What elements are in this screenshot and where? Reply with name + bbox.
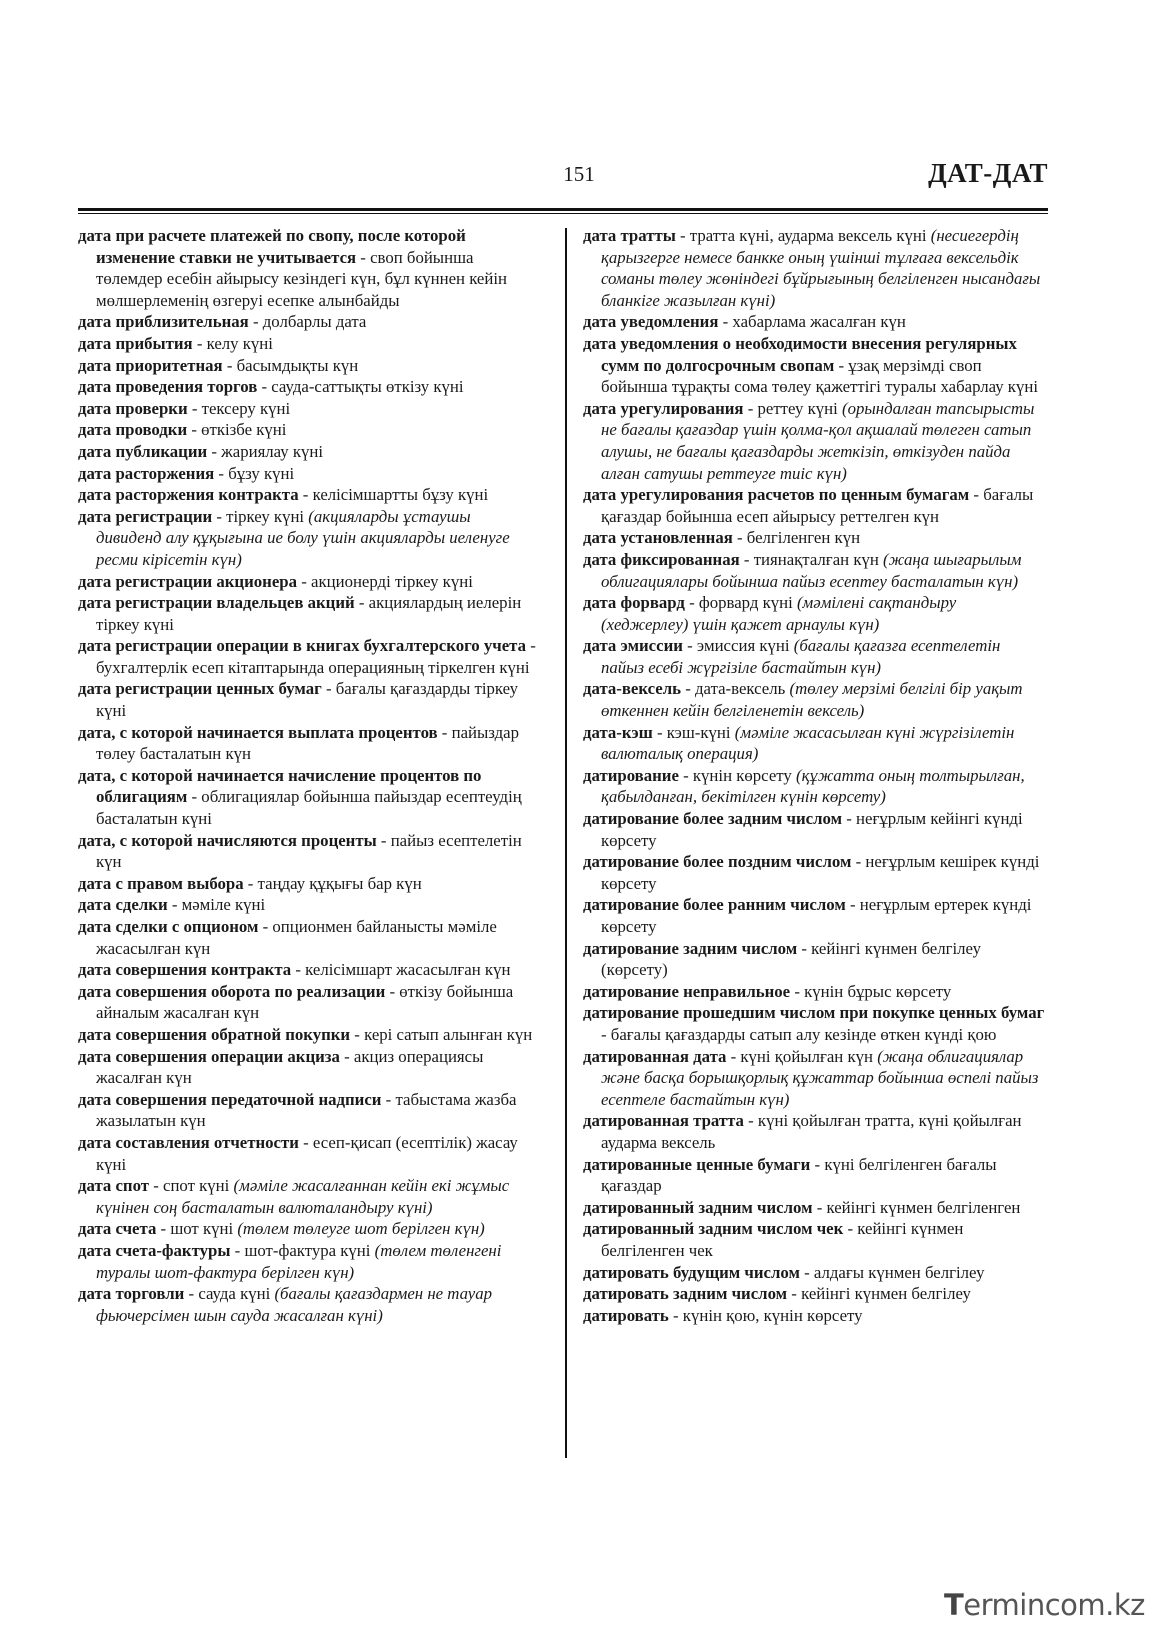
entry-translation: бағалы қағаздар бойынша есеп айырысу реттелген күн [601,485,1034,526]
entry-separator: - [682,636,697,656]
entry-translation: бұзу күні [228,463,295,483]
entry-separator: - [437,722,452,742]
entry-translation: күні қойылған тратта, күні қойылған аударма вексель [601,1111,1022,1152]
dictionary-entry [78,765,540,830]
entry-separator: - [834,355,849,375]
entry-term: дата при расчете платежей по свопу, после которой изменение ставки не учитывается [78,226,466,267]
entry-separator: - [843,1219,858,1239]
dictionary-entry [583,981,1046,1003]
entry-separator: - [187,420,202,440]
entry-term: дата совершения контракта [78,960,292,980]
entry-translation: келу күні [206,333,273,353]
entry-translation: акционерді тіркеу күні [311,571,473,591]
entry-note: (бағалы қағаздармен не тауар фьючерсімен шын сауда жасалған күні) [96,1284,493,1325]
entry-note: (төлем төленгені туралы шот-фактура берілген күн) [96,1240,502,1282]
entry-separator: - [212,506,227,526]
entry-translation: сауда күні [198,1284,275,1304]
entry-separator: - [339,1046,354,1066]
dictionary-entry [583,851,1046,894]
dictionary-entry [78,1046,540,1089]
dictionary-entry [583,311,1046,333]
entry-translation: акциялардың иелерін тіркеу күні [96,593,522,634]
entry-note: (төлем төлеуге шот берілген күн) [237,1219,485,1239]
entry-note: (мәміле жасасылған күні жүргізілетін валюталық операция) [601,722,1015,764]
entry-translation: неғұрлым ертерек күнді көрсету [601,895,1032,936]
entry-translation: басымдықты күн [236,355,359,375]
entry-note: (мәмілені сақтандыру (хеджерлеу) үшін қажет арнаулы күн) [601,593,957,634]
entry-term: датировать задним числом [583,1284,788,1304]
entry-separator: - [681,679,696,699]
entry-translation: облигациялар бойынша пайыздар есептеудің басталатын күні [96,787,522,829]
entry-term: дата спот [78,1176,150,1196]
entry-separator: - [156,1219,171,1239]
entry-translation: бағалы қағаздарды сатып алу кезінде өткен күнді қою [610,1024,997,1044]
dictionary-entry [583,808,1046,851]
dictionary-entry [583,527,1046,549]
entry-note: (жаңа облигациялар және басқа борышқорлық құжаттар бойынша өспелі пайыз есептеле бастайтын күн) [601,1046,1039,1109]
entry-translation: дата-вексель [695,679,790,699]
dictionary-entry [78,1240,540,1283]
entry-translation: долбарлы дата [262,312,367,332]
dictionary-entry [583,484,1046,527]
entry-translation: алдағы күнмен белгілеу [813,1262,985,1282]
entry-term: датирование неправильное [583,981,791,1001]
entry-translation: өткізбе күні [201,420,287,440]
dictionary-entry [583,722,1046,765]
entry-term: дата сделки [78,895,168,915]
header-rule-thick [78,208,1048,211]
page-number: 151 [563,162,595,186]
dictionary-entry [78,506,540,571]
entry-term: дата проведения торгов [78,377,258,397]
entry-term: дата эмиссии [583,636,683,656]
entry-translation: кэш-күні [666,722,735,742]
dictionary-entry [583,333,1046,398]
entry-separator: - [743,398,758,418]
entry-separator: - [743,1111,758,1131]
entry-term: дата регистрации акционера [78,571,298,591]
entry-term: датированные ценные бумаги [583,1154,811,1174]
entry-term: дата форвард [583,593,685,613]
entry-separator: - [222,355,237,375]
entry-separator: - [718,312,733,332]
entry-translation: бухгалтерлік есеп кітаптарында операцияның тіркелген күні [96,657,530,677]
entry-term: дата регистрации владельцев акций [78,593,355,613]
entry-separator: - [291,960,306,980]
entry-translation: реттеу күні [757,398,843,418]
entry-term: дата фиксированная [583,549,740,569]
entry-separator: - [298,1132,313,1152]
entry-separator: - [526,636,536,656]
entry-separator: - [810,1154,825,1174]
entry-translation: таңдау құқығы бар күн [257,873,422,893]
entry-translation: мәміле күні [181,895,266,915]
entry-separator: - [842,809,857,829]
dictionary-entry [78,1089,540,1132]
entry-separator: - [797,938,812,958]
entry-translation: шот күні [170,1219,238,1239]
dictionary-entry [78,484,540,506]
entry-term: дата урегулирования расчетов по ценным бумагам [583,485,970,505]
entry-translation: тексеру күні [201,398,291,418]
entry-note: (құжатта оның толтырылған, қабылданған, бекітілген күнін көрсету) [601,765,1025,807]
entry-separator: - [678,765,693,785]
entry-separator: - [321,679,336,699]
dictionary-entry [583,678,1046,721]
entry-translation: есеп-қисап (есептілік) жасау күні [96,1132,518,1174]
dictionary-entry [78,1024,540,1046]
entry-separator: - [790,981,805,1001]
entry-note: (мәміле жасалғаннан кейін екі жұмыс күнінен соң басталатын валюталандыру күні) [96,1176,510,1217]
entry-separator: - [726,1046,741,1066]
entry-term: датирование более ранним числом [583,895,846,915]
entry-term: датирование более задним числом [583,809,843,829]
logo-text: ermincom.kz [963,1588,1145,1622]
dictionary-entry [583,1046,1046,1111]
entry-separator: - [184,1284,199,1304]
entry-separator: - [851,852,866,872]
entry-term: датировать [583,1305,669,1325]
entry-translation: өткізу бойынша айналым жасалған күн [96,981,514,1023]
entry-separator: - [243,873,258,893]
entry-note: (несиегердің қарызгерге немесе банкке оның үшінші тұлғаға вексельдік соманы төлеу жөніндегі бұйрығының белгіленген нысандағы бланкіге жазылған күні) [601,226,1041,310]
entry-translation: своп бойынша төлемдер есебін айырысу кезіндегі күн, бұл күннен кейін мөлшерлеменің өзгеруі есепке алынбайды [96,247,508,310]
dictionary-entry [78,959,540,981]
entry-translation: кейінгі күнмен белгіленген чек [601,1219,964,1260]
entry-translation: пайыз есептелетін күн [96,830,522,872]
dictionary-entry [78,441,540,463]
dictionary-entry [583,225,1046,311]
entry-separator: - [297,571,311,591]
dictionary-entry [583,1154,1046,1197]
entry-translation: кейінгі күнмен белгілеу (көрсету) [601,938,981,980]
dictionary-entry [78,830,540,873]
entry-term: дата торговли [78,1284,185,1304]
dictionary-entry [78,1283,540,1326]
entry-separator: - [258,917,273,936]
entry-translation: күнін қою, күнін көрсету [682,1305,863,1325]
dictionary-entry [583,1197,1046,1219]
entry-term: дата расторжения контракта [78,485,299,505]
dictionary-entry [78,981,540,1024]
entry-term: дата приоритетная [78,355,223,375]
entry-term: дата расторжения [78,463,215,483]
entry-separator: - [732,528,747,548]
entry-translation: табыстама жазба жазылатын күн [96,1089,517,1131]
entry-separator: - [230,1240,245,1260]
entry-term: датированный задним числом чек [583,1219,844,1239]
entry-term: датировать будущим числом [583,1262,800,1282]
entry-separator: - [248,312,263,332]
entry-translation: келісімшарт жасасылған күн [305,960,511,980]
entry-term: дата прибытия [78,333,193,353]
entry-translation: эмиссия күні [696,636,794,656]
dictionary-entry [583,894,1046,937]
entry-separator: - [187,398,202,418]
entry-translation: акциз операциясы жасалған күн [96,1046,484,1088]
entry-note: (акцияларды ұстаушы дивиденд алу құқығына ие болу үшін акцияларды иеленуге ресми кірісетін күн) [96,506,510,569]
entry-translation: форвард күні [698,593,797,613]
entry-term: дата сделки с опционом [78,917,259,936]
dictionary-entry [78,678,540,721]
entry-separator: - [192,333,207,353]
entry-separator: - [969,485,984,505]
entry-term: дата проверки [78,398,188,418]
entry-separator: - [652,722,667,742]
dictionary-entry [583,1110,1046,1153]
dictionary-entry [78,419,540,441]
entry-term: дата, с которой начинается выплата процентов [78,722,438,742]
entry-separator: - [356,247,371,267]
entry-term: дата счета-фактуры [78,1240,231,1260]
entry-term: дата регистрации операции в книгах бухгалтерского учета [78,636,527,656]
dictionary-entry [78,894,540,916]
left-column [78,225,540,1326]
entry-separator: - [257,377,272,397]
dictionary-entry [78,722,540,765]
dictionary-entry [78,1218,540,1240]
entry-translation: кейінгі күнмен белгіленген [826,1197,1021,1217]
dictionary-entry [583,592,1046,635]
entry-translation: неғұрлым кешірек күнді көрсету [601,852,1040,893]
entry-term: дата составления отчетности [78,1132,299,1152]
dictionary-entry [583,549,1046,592]
entry-translation: неғұрлым кейінгі күнді көрсету [601,809,1023,850]
dictionary-entry [78,463,540,485]
entry-translation: хабарлама жасалған күн [732,312,906,332]
entry-term: дата, с которой начисляются проценты [78,830,377,850]
entry-separator: - [787,1284,802,1304]
header-rule-thin [78,213,1048,214]
entry-separator: - [187,787,202,807]
entry-separator: - [298,485,313,505]
entry-note: (төлеу мерзімі белгілі бір уақыт өткеннен кейін белгіленетін вексель) [601,679,1023,721]
dictionary-entry [583,938,1046,981]
entry-separator: - [675,226,690,245]
entry-term: дата-кэш [583,722,653,742]
entry-translation: сауда-саттықты өткізу күні [271,377,464,397]
right-column [583,225,1046,1326]
entry-term: дата установленная [583,528,733,548]
entry-translation: опционмен байланысты мәміле жасасылған күн [96,917,497,958]
entry-term: дата урегулирования [583,398,744,418]
running-head: ДАТ-ДАТ [928,158,1048,188]
entry-term: дата, с которой начинается начисление процентов по облигациям [78,765,482,807]
entry-separator: - [668,1305,683,1325]
dictionary-entry [583,765,1046,808]
dictionary-entry [78,311,540,333]
entry-translation: ұзақ мерзімді своп бойынша тұрақты сома төлеу қажеттігі туралы хабарлау күні [601,355,1038,397]
entry-note: (жаңа шығарылым облигациялары бойынша пайыз есептеу басталатын күн) [601,549,1022,591]
dictionary-entry [78,873,540,895]
entry-term: дата совершения обратной покупки [78,1024,351,1044]
dictionary-entry [583,635,1046,678]
entry-term: дата проводки [78,420,188,440]
dictionary-entry [78,571,540,593]
entry-translation: кері сатып алынған күн [364,1024,533,1044]
entry-translation: күнін көрсету [692,765,796,785]
column-divider [565,228,567,1458]
entry-term: дата регистрации ценных бумаг [78,679,322,699]
entry-term: датирование прошедшим числом при покупке ценных бумаг [583,1003,1045,1023]
entry-translation: тиянақталған күн [753,549,884,569]
entry-separator: - [385,981,400,1001]
entry-separator: - [214,463,229,483]
entry-translation: күнін бұрыс көрсету [804,981,952,1001]
entry-term: датирование [583,765,679,785]
entry-separator: - [149,1176,163,1196]
entry-translation: жариялау күні [221,441,324,461]
entry-separator: - [812,1197,827,1217]
entry-translation: шот-фактура күні [244,1240,375,1260]
entry-term: дата-вексель [583,679,682,699]
entry-term: дата уведомления [583,312,719,332]
watermark-logo[interactable] [944,1588,1145,1622]
dictionary-entry [583,398,1046,484]
entry-term: дата счета [78,1219,157,1239]
entry-translation: кейінгі күнмен белгілеу [801,1284,971,1304]
entry-separator: - [354,593,369,613]
entry-translation: бағалы қағаздарды тіркеу күні [96,679,519,721]
entry-term: дата совершения операции акциза [78,1046,340,1066]
entry-translation: тіркеу күні [226,506,309,526]
entry-separator: - [739,549,754,569]
entry-translation: белгіленген күн [746,528,861,548]
entry-separator: - [167,895,182,915]
dictionary-entry [78,225,540,311]
dictionary-entry [583,1283,1046,1305]
entry-note: (орындалған тапсырысты не бағалы қағаздар үшін қолма-қол ақшалай төлеген сатып алушы, не бағалы қағаздарды жеткізіп, өткізуден пайда алған сатушы реттеуге тиіс күн) [601,398,1035,483]
entry-term: датированная тратта [583,1111,744,1131]
entry-term: датирование задним числом [583,938,798,958]
entry-translation: күні қойылған күн [740,1046,878,1066]
entry-term: датированная дата [583,1046,727,1066]
dictionary-entry [78,355,540,377]
dictionary-entry [78,592,540,635]
entry-separator: - [601,1024,611,1044]
dictionary-entry [78,398,540,420]
dictionary-entry [583,1218,1046,1261]
entry-term: дата уведомления о необходимости внесения регулярных сумм по долгосрочным свопам [583,333,1017,375]
dictionary-entry [78,376,540,398]
dictionary-entry [583,1262,1046,1284]
dictionary-entry [583,1002,1046,1045]
entry-translation: пайыздар төлеу басталатын күн [96,722,519,764]
entry-separator: - [376,830,391,850]
entry-translation: тратта күні, аударма вексель күні [689,226,931,245]
dictionary-entry [78,1132,540,1175]
entry-note: (бағалы қағазға есептелетін пайыз есебі жүргізіле бастайтын күн) [601,636,1001,677]
dictionary-entry [78,916,540,959]
entry-separator: - [799,1262,814,1282]
entry-term: дата приблизительная [78,312,249,332]
entry-translation: күні белгіленген бағалы қағаздар [601,1154,997,1196]
entry-separator: - [684,593,699,613]
entry-term: дата совершения оборота по реализации [78,981,386,1001]
entry-term: дата тратты [583,226,676,245]
entry-translation: спот күні [163,1176,234,1196]
entry-term: дата публикации [78,441,208,461]
dictionary-entry [78,333,540,355]
entry-term: датированный задним числом [583,1197,813,1217]
entry-separator: - [381,1089,396,1109]
entry-term: дата регистрации [78,506,213,526]
entry-term: датирование более поздним числом [583,852,852,872]
entry-term: дата с правом выбора [78,873,244,893]
logo-mark: T [944,1588,964,1622]
dictionary-entry [583,1305,1046,1327]
entry-separator: - [207,441,222,461]
dictionary-entry [78,635,540,678]
entry-separator: - [845,895,860,915]
entry-separator: - [350,1024,365,1044]
dictionary-entry [78,1175,540,1218]
entry-translation: келісімшартты бұзу күні [312,485,489,505]
entry-term: дата совершения передаточной надписи [78,1089,382,1109]
